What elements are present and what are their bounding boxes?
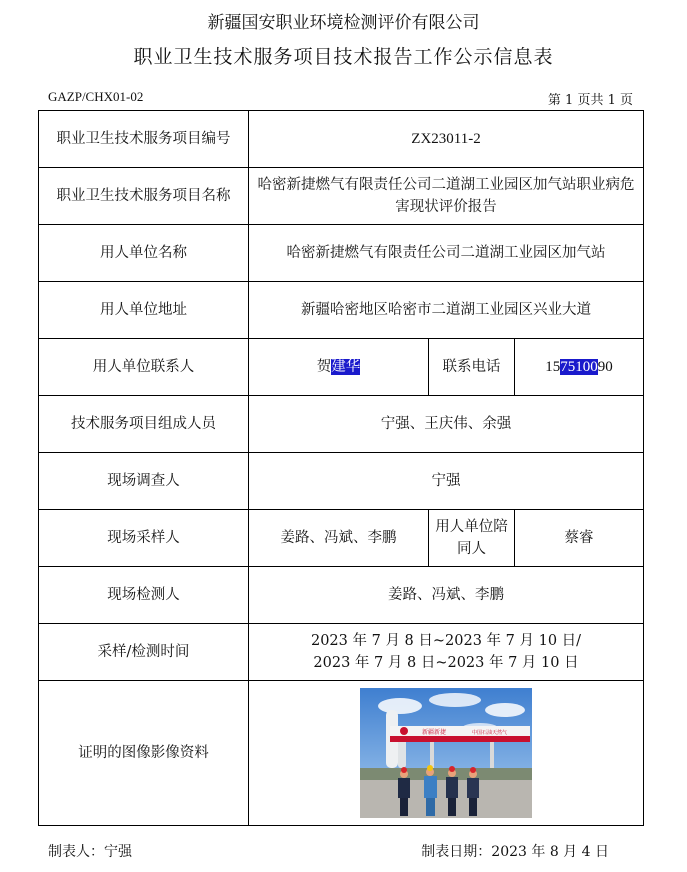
table-date: 制表日期：2023 年 8 月 4 日	[421, 844, 609, 860]
info-table	[38, 110, 644, 826]
label-investigator: 现场调查人	[39, 453, 249, 510]
site-photo	[360, 688, 532, 818]
value-investigator: 宁强	[249, 453, 644, 510]
value-accompany: 蔡睿	[515, 510, 644, 567]
station-sign-text: 新疆新捷	[422, 729, 447, 736]
label-members: 技术服务项目组成人员	[39, 396, 249, 453]
value-project-no: ZX23011-2	[249, 111, 644, 168]
value-photo	[249, 681, 644, 826]
document-code: GAZP/CHX01-02	[48, 89, 144, 104]
contact-name-visible: 贺	[316, 359, 332, 375]
label-phone: 联系电话	[429, 339, 515, 396]
row-project-name	[39, 168, 644, 225]
row-members	[39, 396, 644, 453]
label-accompany: 用人单位陪同人	[429, 510, 515, 567]
value-members: 宁强、王庆伟、余强	[249, 396, 644, 453]
value-employer-name: 哈密新捷燃气有限责任公司二道湖工业园区加气站	[249, 225, 644, 282]
label-project-name: 职业卫生技术服务项目名称	[39, 168, 249, 225]
row-project-no	[39, 111, 644, 168]
table-maker: 制表人：宁强	[48, 844, 132, 860]
value-employer-address: 新疆哈密地区哈密市二道湖工业园区兴业大道	[249, 282, 644, 339]
value-contact-name	[249, 339, 429, 396]
label-sampler: 现场采样人	[39, 510, 249, 567]
label-tester: 现场检测人	[39, 567, 249, 624]
company-name: 新疆国安职业环境检测评价有限公司	[207, 13, 480, 33]
phone-suffix: 90	[597, 359, 613, 375]
label-employer-name: 用人单位名称	[39, 225, 249, 282]
row-tester	[39, 567, 644, 624]
row-sampler	[39, 510, 644, 567]
phone-redaction: 75100	[560, 359, 598, 375]
row-employer-name	[39, 225, 644, 282]
phone-prefix: 15	[545, 359, 561, 375]
contact-name-redaction: 建华	[331, 359, 361, 375]
canopy-text: 中国石油天然气	[472, 730, 508, 736]
row-investigator	[39, 453, 644, 510]
form-title: 职业卫生技术服务项目技术报告工作公示信息表	[133, 46, 554, 68]
label-contact: 用人单位联系人	[39, 339, 249, 396]
label-project-no: 职业卫生技术服务项目编号	[39, 111, 249, 168]
value-phone	[515, 339, 644, 396]
value-tester: 姜路、冯斌、李鹏	[249, 567, 644, 624]
page-number: 第 1 页共 1 页	[547, 93, 633, 108]
row-time	[39, 624, 644, 681]
row-employer-address	[39, 282, 644, 339]
value-sampler: 姜路、冯斌、李鹏	[249, 510, 429, 567]
row-contact	[39, 339, 644, 396]
value-time	[249, 624, 644, 681]
value-project-name: 哈密新捷燃气有限责任公司二道湖工业园区加气站职业病危害现状评价报告	[249, 168, 644, 225]
time-line-2: 2023 年 7 月 8 日~2023 年 7 月 10 日	[313, 655, 579, 671]
label-employer-address: 用人单位地址	[39, 282, 249, 339]
time-line-1: 2023 年 7 月 8 日~2023 年 7 月 10 日/	[310, 633, 582, 649]
label-time: 采样/检测时间	[39, 624, 249, 681]
label-photo: 证明的图像影像资料	[39, 681, 249, 826]
row-photo	[39, 681, 644, 826]
